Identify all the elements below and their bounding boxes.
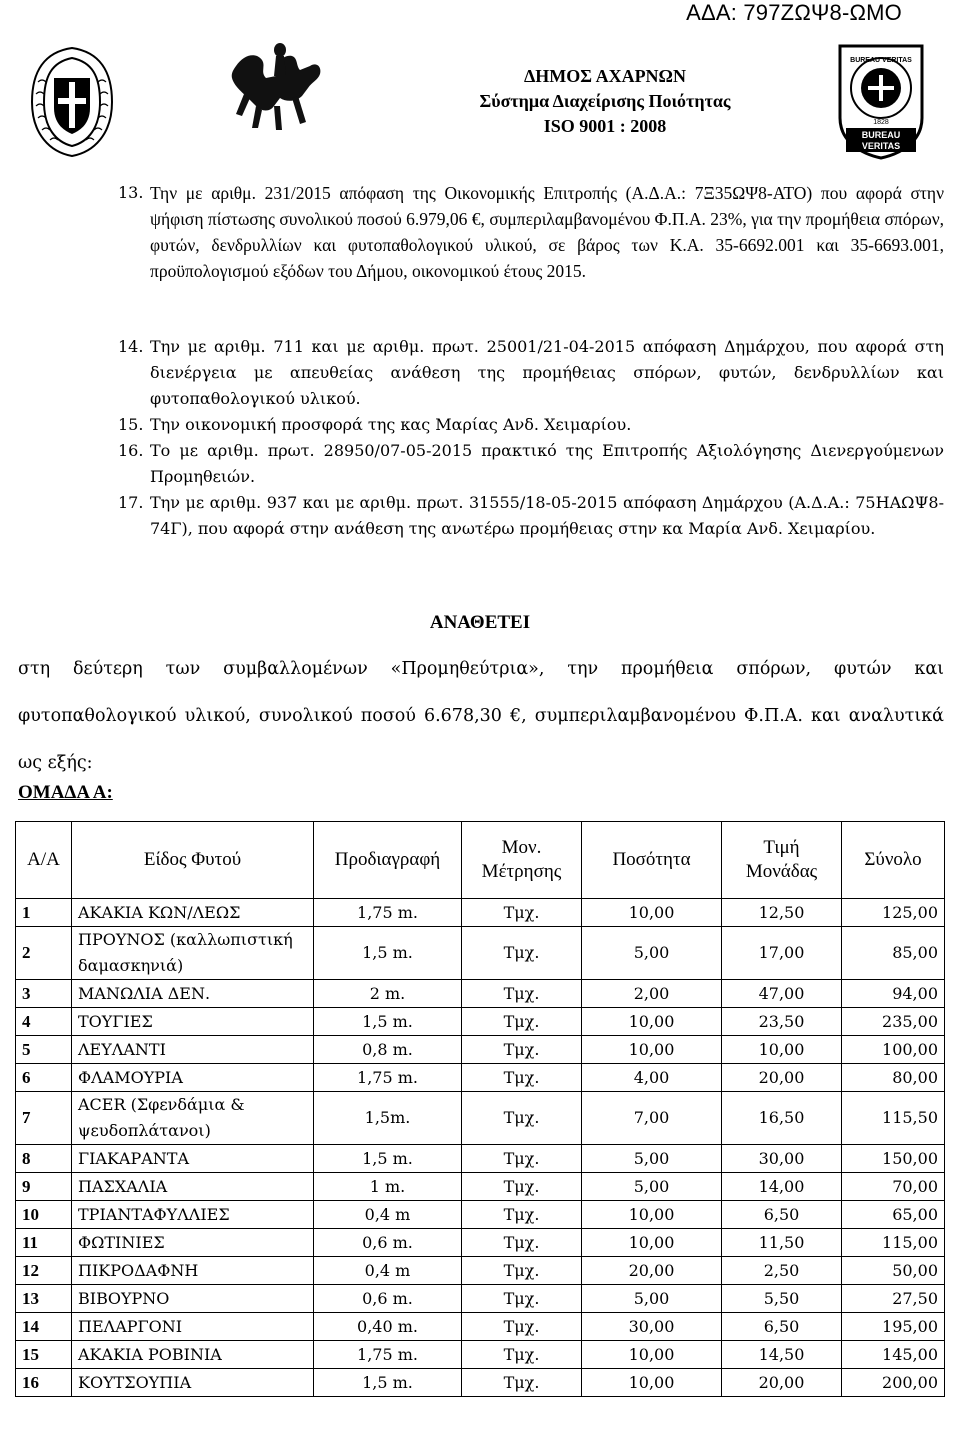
iso-standard: ISO 9001 : 2008 bbox=[543, 116, 667, 136]
cell-spec: 1,75 m. bbox=[314, 899, 462, 927]
col-header-aa: Α/Α bbox=[16, 822, 72, 899]
cell-qty: 5,00 bbox=[582, 1145, 722, 1173]
col-header-price-line1: Τιμή bbox=[763, 837, 800, 858]
cell-unit: Τμχ. bbox=[462, 1229, 582, 1257]
list-item-16 bbox=[118, 438, 944, 490]
cell-total: 145,00 bbox=[842, 1341, 945, 1369]
cell-unit: Τμχ. bbox=[462, 1341, 582, 1369]
cell-aa: 1 bbox=[16, 899, 72, 927]
item-text: Το με αριθμ. πρωτ. 28950/07-05-2015 πρακτικό της Επιτροπής Αξιολόγησης Διενεργούμενων Προμηθειών. bbox=[150, 441, 944, 486]
table-row bbox=[16, 1229, 945, 1257]
cell-unit: Τμχ. bbox=[462, 1369, 582, 1397]
item-text: Την οικονομική προσφορά της κας Μαρίας Ανδ. Χειμαρίου. bbox=[150, 415, 632, 434]
item-number: 14. bbox=[118, 337, 144, 356]
cell-unit: Τμχ. bbox=[462, 927, 582, 980]
cell-price: 11,50 bbox=[722, 1229, 842, 1257]
cell-spec: 1,5 m. bbox=[314, 1369, 462, 1397]
item-number: 15. bbox=[118, 415, 144, 434]
cell-unit: Τμχ. bbox=[462, 1201, 582, 1229]
cell-qty: 5,00 bbox=[582, 1173, 722, 1201]
cell-name: ΜΑΝΩΛΙΑ ΔΕΝ. bbox=[72, 980, 314, 1008]
cell-total: 115,00 bbox=[842, 1229, 945, 1257]
cell-name: ΠΡΟΥΝΟΣ (καλλωπιστική δαμασκηνιά) bbox=[72, 927, 314, 980]
municipality-name: ΔΗΜΟΣ ΑΧΑΡΝΩΝ bbox=[524, 66, 686, 86]
cell-unit: Τμχ. bbox=[462, 980, 582, 1008]
cell-total: 235,00 bbox=[842, 1008, 945, 1036]
bv-logo-bureau: BUREAU bbox=[861, 130, 901, 140]
cell-unit: Τμχ. bbox=[462, 1173, 582, 1201]
cell-price: 6,50 bbox=[722, 1201, 842, 1229]
item-text: Την με αριθμ. 711 και με αριθμ. πρωτ. 25001/21-04-2015 απόφαση Δημάρχου, που αφορά στη διενέργεια με απευθείας ανάθεση της προμήθειας σπόρων, φυτών, δενδρυλλίων και φυτοπαθολογικού υλικού. bbox=[150, 337, 944, 408]
cell-total: 85,00 bbox=[842, 927, 945, 980]
cell-aa: 6 bbox=[16, 1064, 72, 1092]
bv-logo-top-text: BUREAU VERITAS bbox=[850, 57, 912, 64]
col-header-unit-line2: Μέτρησης bbox=[481, 861, 562, 882]
cell-spec: 1,5 m. bbox=[314, 927, 462, 980]
cell-name: ΑΚΑΚΙΑ ΚΩΝ/ΛΕΩΣ bbox=[72, 899, 314, 927]
cell-total: 80,00 bbox=[842, 1064, 945, 1092]
cell-price: 16,50 bbox=[722, 1092, 842, 1145]
table-row bbox=[16, 1285, 945, 1313]
cell-qty: 2,00 bbox=[582, 980, 722, 1008]
cell-unit: Τμχ. bbox=[462, 1145, 582, 1173]
cell-aa: 2 bbox=[16, 927, 72, 980]
item-text: Την με αριθμ. 231/2015 απόφαση της Οικονομικής Επιτροπής (Α.Δ.Α.: 7Ξ35ΩΨ8-ΑΤΟ) που αφορά στην ψήφιση πίστωσης συνολικού ποσού 6.979,06 €, συμπεριλαμβανομένου Φ.Π.Α. 23%, για την προμήθεια σπόρων, φυτών, δενδρυλλίων και φυτοπαθολογικού υλικού, σε βάρος των Κ.Α. 35-6692.001 και 35-6693.001, προϋπολογισμού εξόδων του Δήμου, οικονομικού έτους 2015. bbox=[150, 183, 944, 281]
cell-spec: 0,6 m. bbox=[314, 1285, 462, 1313]
table-row bbox=[16, 1145, 945, 1173]
cell-name: ΤΟΥΓΙΕΣ bbox=[72, 1008, 314, 1036]
cell-aa: 5 bbox=[16, 1036, 72, 1064]
table-row bbox=[16, 1341, 945, 1369]
list-item-15 bbox=[118, 412, 944, 438]
cell-total: 195,00 bbox=[842, 1313, 945, 1341]
table-row bbox=[16, 1092, 945, 1145]
cell-total: 70,00 bbox=[842, 1173, 945, 1201]
cell-price: 10,00 bbox=[722, 1036, 842, 1064]
cell-qty: 5,00 bbox=[582, 927, 722, 980]
group-heading: ΟΜΑΔΑ Α: bbox=[18, 782, 113, 803]
cell-name: ΓΙΑΚΑΡΑΝΤΑ bbox=[72, 1145, 314, 1173]
cell-name: ΚΟΥΤΣΟΥΠΙΑ bbox=[72, 1369, 314, 1397]
cell-price: 14,50 bbox=[722, 1341, 842, 1369]
list-item-14 bbox=[118, 334, 944, 412]
list-item-17 bbox=[118, 490, 944, 542]
cell-qty: 20,00 bbox=[582, 1257, 722, 1285]
cell-total: 200,00 bbox=[842, 1369, 945, 1397]
cell-total: 150,00 bbox=[842, 1145, 945, 1173]
cell-qty: 10,00 bbox=[582, 1229, 722, 1257]
cell-qty: 5,00 bbox=[582, 1285, 722, 1313]
cell-name: ΒΙΒΟΥΡΝΟ bbox=[72, 1285, 314, 1313]
cell-price: 12,50 bbox=[722, 899, 842, 927]
table-header-row bbox=[16, 822, 945, 899]
cell-name: ΠΕΛΑΡΓΟΝΙ bbox=[72, 1313, 314, 1341]
cell-price: 20,00 bbox=[722, 1369, 842, 1397]
col-header-spec: Προδιαγραφή bbox=[314, 822, 462, 899]
cell-unit: Τμχ. bbox=[462, 1257, 582, 1285]
cell-aa: 8 bbox=[16, 1145, 72, 1173]
cell-qty: 10,00 bbox=[582, 1008, 722, 1036]
cell-name: ΦΛΑΜΟΥΡΙΑ bbox=[72, 1064, 314, 1092]
cell-total: 94,00 bbox=[842, 980, 945, 1008]
cell-name: ΛΕΥΛΑΝΤΙ bbox=[72, 1036, 314, 1064]
bv-logo-veritas: VERITAS bbox=[861, 141, 901, 151]
cell-aa: 7 bbox=[16, 1092, 72, 1145]
cell-spec: 1,75 m. bbox=[314, 1341, 462, 1369]
table-row bbox=[16, 1064, 945, 1092]
cell-name: ΤΡΙΑΝΤΑΦΥΛΛΙΕΣ bbox=[72, 1201, 314, 1229]
cell-total: 65,00 bbox=[842, 1201, 945, 1229]
cell-aa: 13 bbox=[16, 1285, 72, 1313]
cell-price: 6,50 bbox=[722, 1313, 842, 1341]
cell-unit: Τμχ. bbox=[462, 899, 582, 927]
cell-name: ΠΙΚΡΟΔΑΦΝΗ bbox=[72, 1257, 314, 1285]
cell-price: 47,00 bbox=[722, 980, 842, 1008]
cell-spec: 1 m. bbox=[314, 1173, 462, 1201]
greek-coat-of-arms-logo bbox=[24, 42, 120, 160]
bv-logo-year: 1828 bbox=[873, 119, 889, 126]
cell-unit: Τμχ. bbox=[462, 1285, 582, 1313]
cell-spec: 2 m. bbox=[314, 980, 462, 1008]
list-item-13 bbox=[118, 180, 944, 284]
cell-qty: 30,00 bbox=[582, 1313, 722, 1341]
cell-spec: 0,8 m. bbox=[314, 1036, 462, 1064]
section-heading-anathetei: ΑΝΑΘΕΤΕΙ bbox=[429, 612, 531, 633]
cell-aa: 16 bbox=[16, 1369, 72, 1397]
table-row bbox=[16, 899, 945, 927]
cell-qty: 4,00 bbox=[582, 1064, 722, 1092]
table-row bbox=[16, 1369, 945, 1397]
cell-qty: 10,00 bbox=[582, 1341, 722, 1369]
table-row bbox=[16, 927, 945, 980]
cell-aa: 9 bbox=[16, 1173, 72, 1201]
table-row bbox=[16, 1008, 945, 1036]
cell-aa: 14 bbox=[16, 1313, 72, 1341]
col-header-price-line2: Μονάδας bbox=[745, 861, 818, 882]
cell-spec: 1,5 m. bbox=[314, 1008, 462, 1036]
cell-unit: Τμχ. bbox=[462, 1064, 582, 1092]
col-header-name: Είδος Φυτού bbox=[72, 822, 314, 899]
cell-qty: 10,00 bbox=[582, 1036, 722, 1064]
cell-price: 30,00 bbox=[722, 1145, 842, 1173]
cell-name: ACER (Σφενδάμια & ψευδοπλάτανοι) bbox=[72, 1092, 314, 1145]
cell-unit: Τμχ. bbox=[462, 1008, 582, 1036]
table-row bbox=[16, 1036, 945, 1064]
cell-qty: 7,00 bbox=[582, 1092, 722, 1145]
col-header-total: Σύνολο bbox=[842, 822, 945, 899]
item-number: 16. bbox=[118, 441, 144, 460]
cell-total: 50,00 bbox=[842, 1257, 945, 1285]
table-row bbox=[16, 1173, 945, 1201]
table-row bbox=[16, 1201, 945, 1229]
col-header-price bbox=[722, 822, 842, 899]
bureau-veritas-logo bbox=[836, 42, 926, 160]
cell-price: 17,00 bbox=[722, 927, 842, 980]
cell-price: 2,50 bbox=[722, 1257, 842, 1285]
items-table bbox=[15, 821, 945, 1397]
cell-spec: 0,4 m bbox=[314, 1257, 462, 1285]
cell-spec: 1,5 m. bbox=[314, 1145, 462, 1173]
cell-aa: 3 bbox=[16, 980, 72, 1008]
cell-total: 100,00 bbox=[842, 1036, 945, 1064]
col-header-qty: Ποσότητα bbox=[582, 822, 722, 899]
cell-total: 27,50 bbox=[842, 1285, 945, 1313]
cell-qty: 10,00 bbox=[582, 1201, 722, 1229]
cell-price: 23,50 bbox=[722, 1008, 842, 1036]
item-number: 13. bbox=[118, 183, 144, 202]
cell-aa: 4 bbox=[16, 1008, 72, 1036]
cell-unit: Τμχ. bbox=[462, 1092, 582, 1145]
cell-spec: 0,40 m. bbox=[314, 1313, 462, 1341]
cell-aa: 12 bbox=[16, 1257, 72, 1285]
cell-aa: 11 bbox=[16, 1229, 72, 1257]
cell-spec: 1,5m. bbox=[314, 1092, 462, 1145]
cell-name: ΦΩΤΙΝΙΕΣ bbox=[72, 1229, 314, 1257]
cell-qty: 10,00 bbox=[582, 1369, 722, 1397]
cell-total: 125,00 bbox=[842, 899, 945, 927]
item-text: Την με αριθμ. 937 και με αριθμ. πρωτ. 31555/18-05-2015 απόφαση Δημάρχου (Α.Δ.Α.: 75ΗΑΩΨ8-74Γ), που αφορά στην ανάθεση της ανωτέρω προμήθειας στην κα Μαρία Ανδ. Χειμαρίου. bbox=[150, 493, 944, 538]
cell-price: 14,00 bbox=[722, 1173, 842, 1201]
cell-qty: 10,00 bbox=[582, 899, 722, 927]
item-number: 17. bbox=[118, 493, 144, 512]
cell-name: ΑΚΑΚΙΑ ΡΟΒΙΝΙΑ bbox=[72, 1341, 314, 1369]
cell-price: 5,50 bbox=[722, 1285, 842, 1313]
cell-unit: Τμχ. bbox=[462, 1313, 582, 1341]
ada-code: ΑΔΑ: 797ΖΩΨ8-ΩΜΟ bbox=[686, 0, 902, 25]
col-header-unit bbox=[462, 822, 582, 899]
quality-system: Σύστημα Διαχείρισης Ποιότητας bbox=[479, 91, 731, 111]
table-row bbox=[16, 1257, 945, 1285]
cell-aa: 15 bbox=[16, 1341, 72, 1369]
cell-spec: 1,75 m. bbox=[314, 1064, 462, 1092]
cell-aa: 10 bbox=[16, 1201, 72, 1229]
cell-unit: Τμχ. bbox=[462, 1036, 582, 1064]
cell-spec: 0,4 m bbox=[314, 1201, 462, 1229]
assignment-paragraph: στη δεύτερη των συμβαλλομένων «Προμηθεύτρια», την προμήθεια σπόρων, φυτών και φυτοπαθολογικού υλικού, συνολικού ποσού 6.678,30 €, συμπεριλαμβανομένου Φ.Π.Α. και αναλυτικά ως εξής: bbox=[18, 659, 944, 773]
cell-total: 115,50 bbox=[842, 1092, 945, 1145]
table-row bbox=[16, 980, 945, 1008]
table-row bbox=[16, 1313, 945, 1341]
cell-price: 20,00 bbox=[722, 1064, 842, 1092]
cell-spec: 0,6 m. bbox=[314, 1229, 462, 1257]
horses-sculpture-logo bbox=[226, 36, 334, 144]
cell-name: ΠΑΣΧΑΛΙΑ bbox=[72, 1173, 314, 1201]
organization-header bbox=[440, 64, 770, 139]
col-header-unit-line1: Μον. bbox=[501, 837, 542, 858]
